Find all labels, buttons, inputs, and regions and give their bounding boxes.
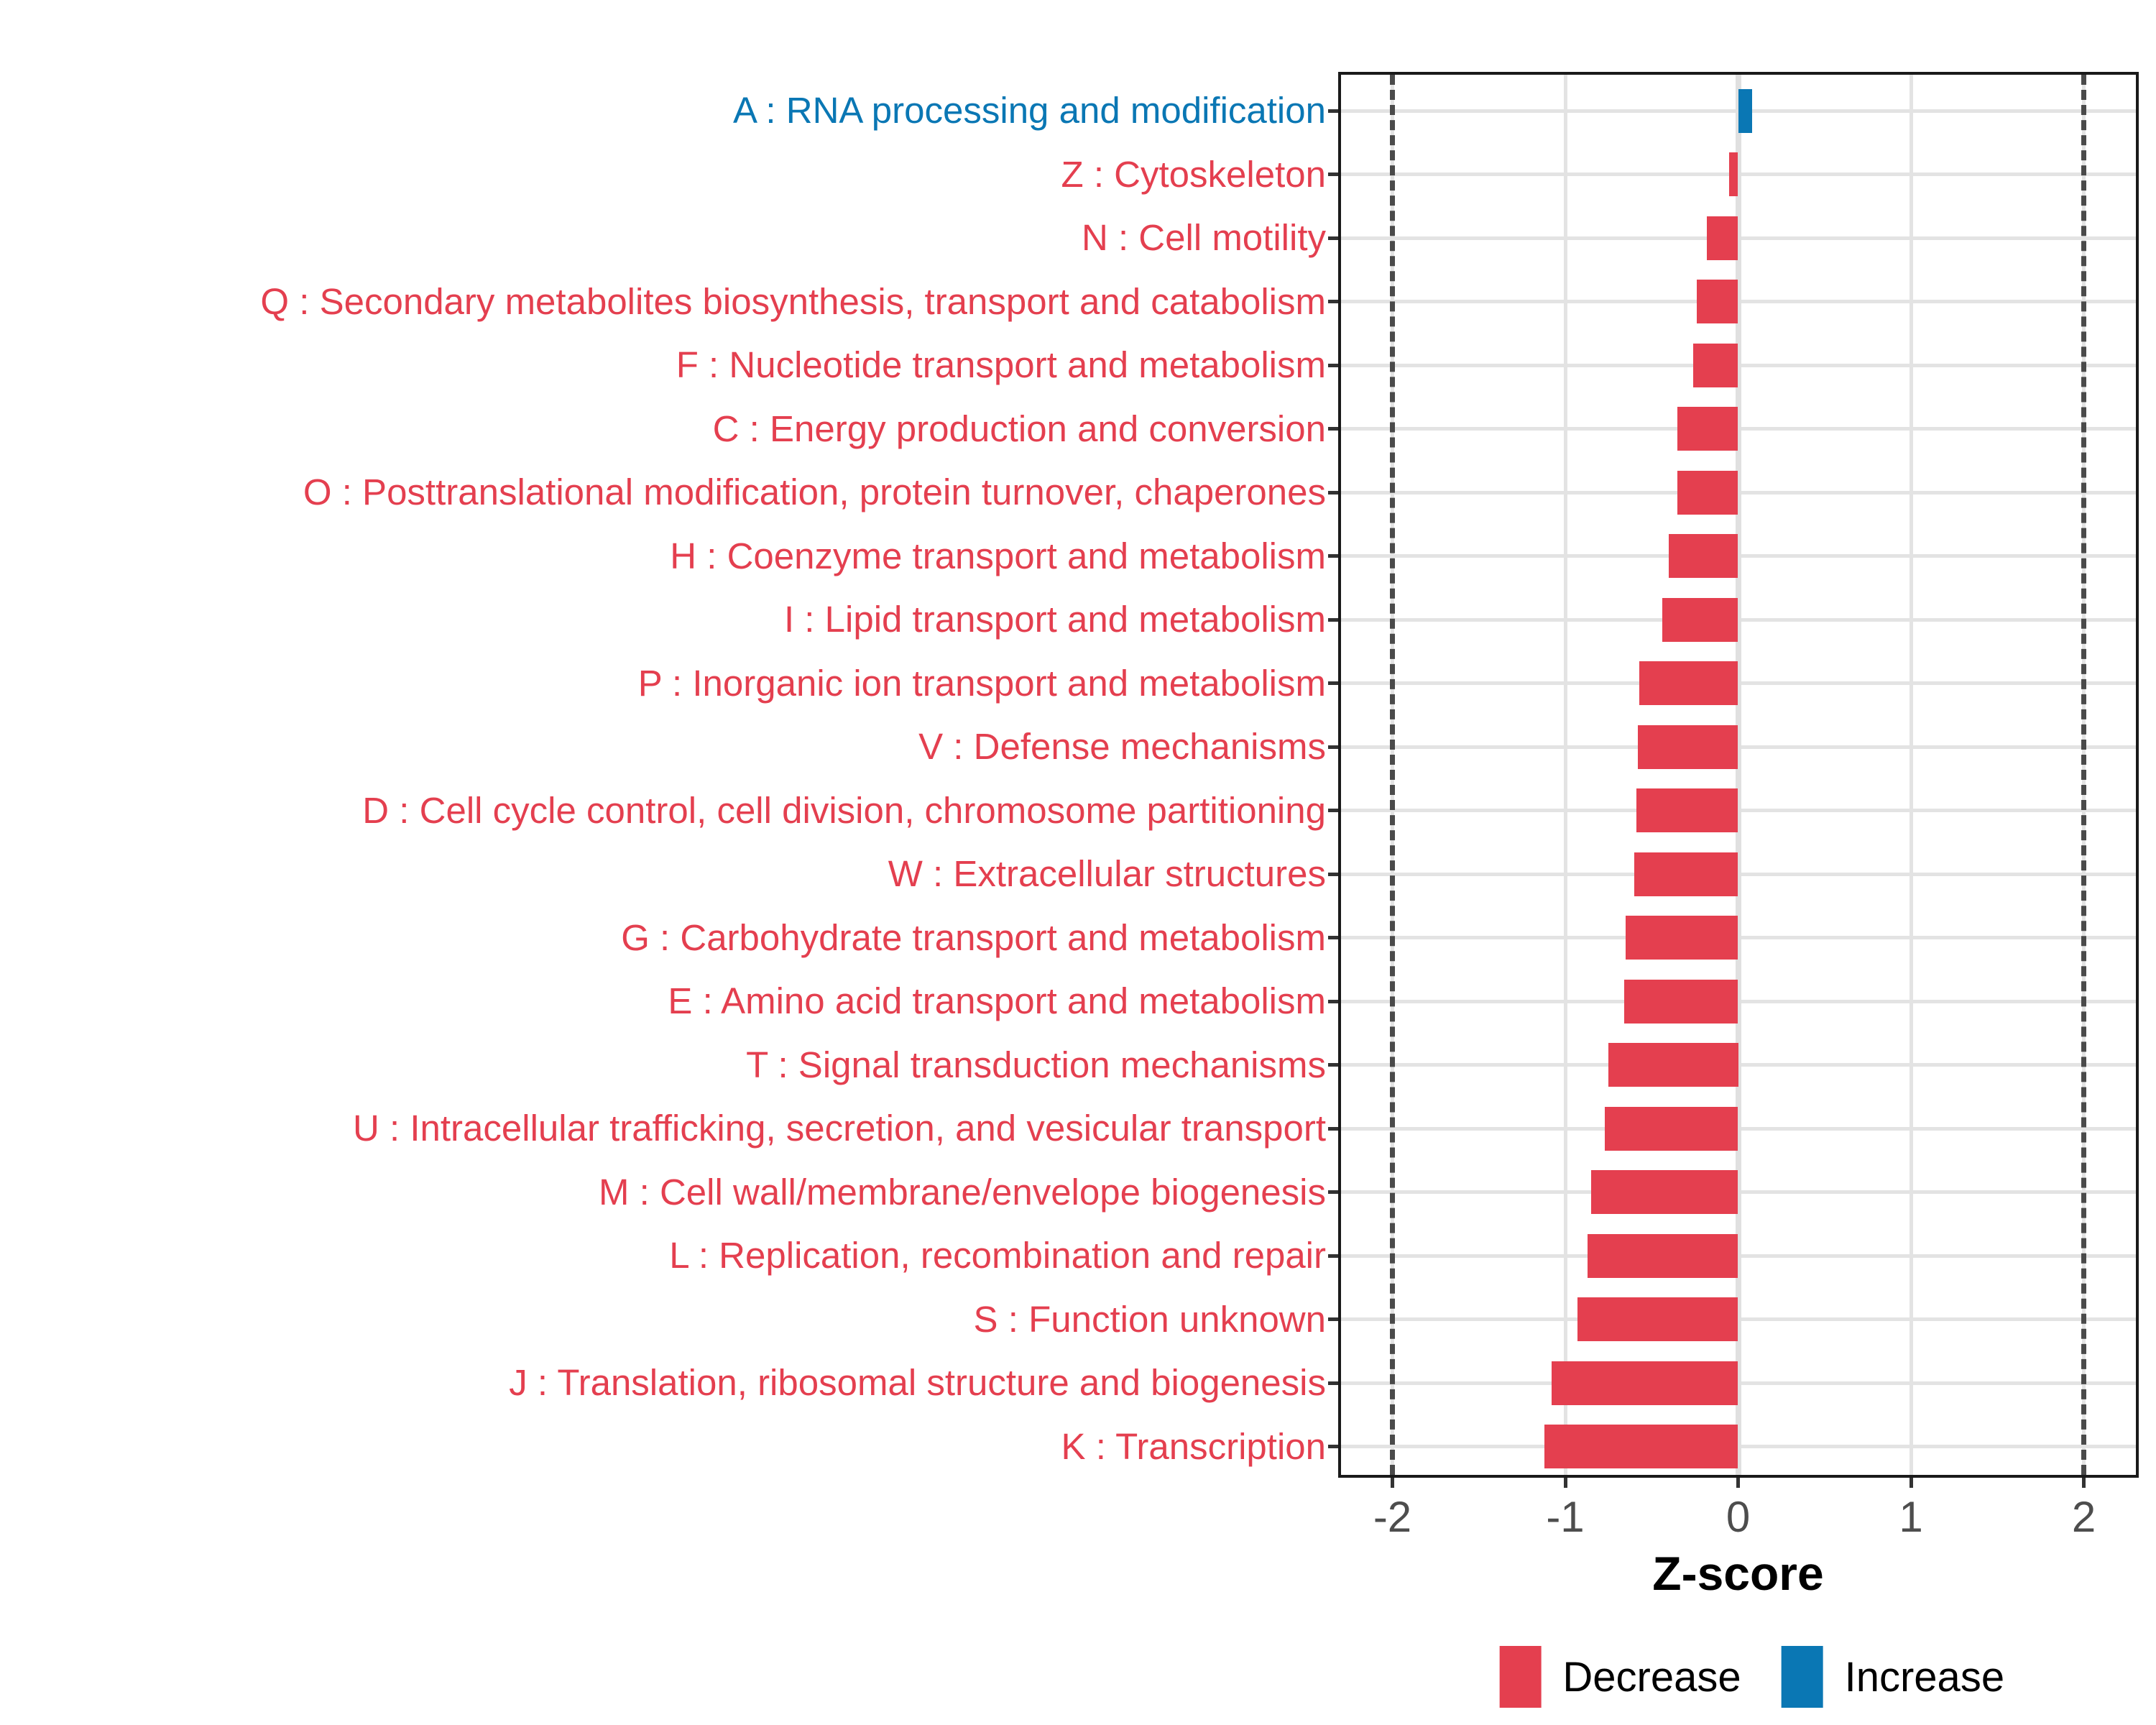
category-label-O: O : Posttranslational modification, protein turnover, chaperones [303, 472, 1326, 512]
bar-T [1608, 1043, 1738, 1087]
category-label-F: F : Nucleotide transport and metabolism [676, 344, 1326, 385]
bar-W [1634, 852, 1738, 896]
legend-label-increase: Increase [1844, 1653, 2005, 1701]
dashed-reference-line [1390, 75, 1395, 1475]
y-axis-tick [1328, 745, 1338, 749]
bar-I [1662, 598, 1738, 642]
category-label-W: W : Extracellular structures [888, 853, 1326, 894]
vertical-gridline [1564, 75, 1567, 1475]
bar-H [1669, 534, 1738, 578]
category-label-Z: Z : Cytoskeleton [1061, 153, 1326, 195]
category-label-K: K : Transcription [1061, 1425, 1326, 1467]
x-tick-label-2: 2 [2071, 1493, 2096, 1541]
category-label-L: L : Replication, recombination and repair [669, 1235, 1326, 1276]
category-label-P: P : Inorganic ion transport and metabolism [637, 662, 1326, 704]
bar-Q [1697, 280, 1738, 323]
bar-N [1707, 216, 1738, 260]
category-label-G: G : Carbohydrate transport and metabolism [621, 916, 1326, 958]
y-axis-tick [1328, 491, 1338, 494]
y-axis-tick [1328, 936, 1338, 939]
y-axis-tick [1328, 427, 1338, 431]
y-axis-tick [1328, 618, 1338, 622]
legend-swatch-increase [1782, 1646, 1823, 1708]
bar-E [1624, 980, 1738, 1024]
bar-J [1552, 1361, 1738, 1405]
x-tick-label--1: -1 [1546, 1493, 1585, 1541]
category-label-T: T : Signal transduction mechanisms [746, 1044, 1326, 1085]
x-tick-label-0: 0 [1726, 1493, 1751, 1541]
y-axis-tick [1328, 1063, 1338, 1067]
bar-M [1591, 1170, 1738, 1214]
x-axis-title: Z-score [1652, 1547, 1824, 1600]
bar-U [1605, 1107, 1738, 1151]
y-axis-tick [1328, 1127, 1338, 1131]
x-axis-tick [1909, 1478, 1913, 1488]
bar-C [1677, 407, 1738, 451]
y-axis-tick [1328, 364, 1338, 367]
y-axis-tick [1328, 172, 1338, 176]
x-axis-tick [1564, 1478, 1567, 1488]
category-label-H: H : Coenzyme transport and metabolism [670, 535, 1326, 576]
x-tick-label-1: 1 [1899, 1493, 1923, 1541]
category-label-D: D : Cell cycle control, cell division, chromosome partitioning [362, 789, 1326, 831]
bar-F [1693, 344, 1738, 387]
legend-swatch-decrease [1499, 1646, 1541, 1708]
legend-item-increase [1782, 1646, 2004, 1708]
y-axis-tick [1328, 873, 1338, 876]
y-axis-tick [1328, 681, 1338, 685]
category-label-N: N : Cell motility [1081, 217, 1326, 258]
bar-O [1677, 471, 1738, 515]
bar-Z [1729, 152, 1738, 196]
bar-K [1544, 1425, 1738, 1468]
bar-V [1638, 725, 1738, 769]
x-tick-label--2: -2 [1373, 1493, 1412, 1541]
y-axis-tick [1328, 109, 1338, 113]
x-axis-tick [2082, 1478, 2086, 1488]
legend-label-decrease: Decrease [1562, 1653, 1741, 1701]
y-axis-tick [1328, 300, 1338, 303]
y-axis-tick [1328, 1381, 1338, 1385]
bar-D [1636, 788, 1738, 832]
category-label-U: U : Intracellular trafficking, secretion, and vesicular transport [353, 1108, 1326, 1149]
y-axis-tick [1328, 1254, 1338, 1258]
legend [1499, 1646, 2004, 1708]
y-axis-tick [1328, 1000, 1338, 1003]
y-axis-tick [1328, 1445, 1338, 1448]
category-label-I: I : Lipid transport and metabolism [783, 599, 1326, 640]
dashed-reference-line [2081, 75, 2086, 1475]
x-axis-tick [1391, 1478, 1394, 1488]
y-axis-tick [1328, 1190, 1338, 1194]
y-axis-tick [1328, 236, 1338, 240]
plot-panel [1338, 72, 2139, 1478]
x-axis-tick [1736, 1478, 1740, 1488]
category-label-S: S : Function unknown [973, 1298, 1326, 1340]
category-label-Q: Q : Secondary metabolites biosynthesis, transport and catabolism [260, 280, 1326, 322]
bar-S [1577, 1297, 1738, 1341]
bar-G [1626, 916, 1738, 960]
bar-P [1639, 661, 1738, 705]
category-label-E: E : Amino acid transport and metabolism [668, 980, 1326, 1021]
bar-L [1588, 1234, 1738, 1278]
category-label-C: C : Energy production and conversion [712, 408, 1326, 449]
category-label-V: V : Defense mechanisms [918, 726, 1326, 767]
y-axis-tick [1328, 1317, 1338, 1321]
y-axis-tick [1328, 809, 1338, 812]
category-label-A: A : RNA processing and modification [733, 90, 1326, 131]
y-axis-tick [1328, 554, 1338, 558]
category-label-M: M : Cell wall/membrane/envelope biogenesis [598, 1171, 1326, 1213]
vertical-gridline [1909, 75, 1913, 1475]
bar-A [1738, 89, 1752, 133]
category-label-J: J : Translation, ribosomal structure and biogenesis [509, 1362, 1326, 1403]
legend-item-decrease [1499, 1646, 1741, 1708]
